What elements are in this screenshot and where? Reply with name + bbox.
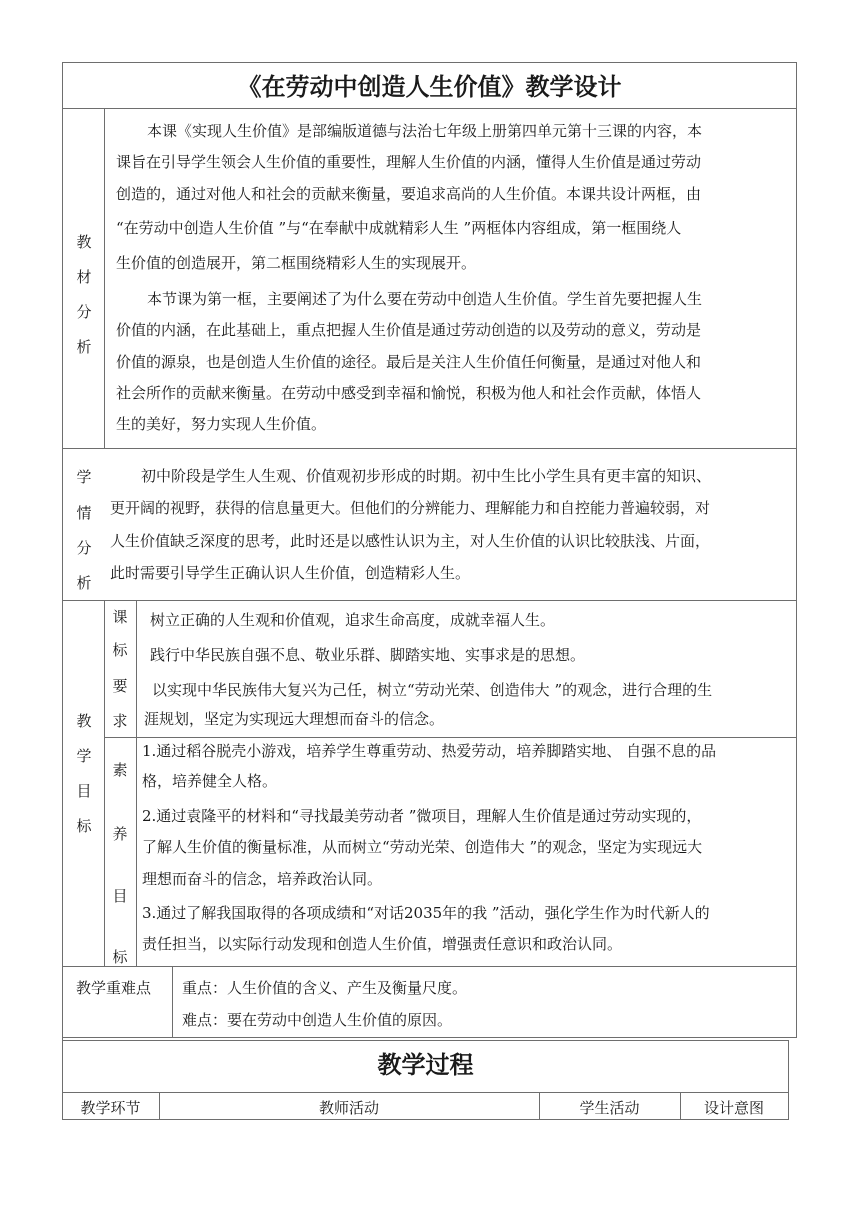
paragraph-line: 本课《实现人生价值》是部编版道德与法治七年级上册第四单元第十三课的内容，本 <box>147 122 703 140</box>
paragraph-line: 涯规划，坚定为实现远大理想而奋斗的信念。 <box>144 710 445 728</box>
zhongnan-label: 教学重难点 <box>76 979 152 997</box>
row-divider <box>62 108 797 109</box>
table-border-top <box>62 62 797 63</box>
process-title: 教学过程 <box>377 1051 474 1079</box>
paragraph-line: 初中阶段是学生人生观、价值观初步形成的时期。初中生比小学生具有更丰富的知识、 <box>141 467 712 485</box>
paragraph-line: 3.通过了解我国取得的各项成绩和“对话2035年的我 ”活动，强化学生作为时代新人的 <box>142 904 710 922</box>
paragraph-line: 1.通过稻谷脱壳小游戏，培养学生尊重劳动、热爱劳动，培养脚踏实地、 自强不息的品 <box>142 742 717 760</box>
table-border-left <box>62 62 63 1038</box>
paragraph-line: 理想而奋斗的信念，培养政治认同。 <box>142 870 383 888</box>
header-design-intent: 设计意图 <box>703 1099 764 1117</box>
row-divider <box>62 448 797 449</box>
process-border-top <box>62 1040 789 1041</box>
paragraph-line: 此时需要引导学生正确认识人生价值，创造精彩人生。 <box>110 564 471 582</box>
paragraph-line: 价值的源泉，也是创造人生价值的途径。最后是关注人生价值任何衡量，是通过对他人和 <box>116 353 702 371</box>
paragraph-line: 本节课为第一框，主要阐述了为什么要在劳动中创造人生价值。学生首先要把握人生 <box>147 290 703 308</box>
paragraph-line: 生价值的创造展开，第二框围绕精彩人生的实现展开。 <box>116 254 477 272</box>
paragraph-line: 价值的内涵，在此基础上，重点把握人生价值是通过劳动创造的以及劳动的意义，劳动是 <box>116 321 702 339</box>
paragraph-line: 人生价值缺乏深度的思考，此时还是以感性认识为主，对人生价值的认识比较肤浅、片面， <box>110 532 711 550</box>
row-divider <box>62 600 797 601</box>
col-divider <box>104 108 105 448</box>
header-teaching-step: 教学环节 <box>80 1099 141 1117</box>
table-border-right <box>796 62 797 1038</box>
row-divider <box>104 737 797 738</box>
header-teacher-activity: 教师活动 <box>318 1099 379 1117</box>
paragraph-line: 格，培养健全人格。 <box>142 772 278 790</box>
paragraph-line: “在劳动中创造人生价值 ”与“在奉献中成就精彩人生 ”两框体内容组成，第一框围绕人 <box>116 219 682 237</box>
paragraph-line: 践行中华民族自强不息、敬业乐群、脚踏实地、实事求是的思想。 <box>150 646 586 664</box>
paragraph-line: 以实现中华民族伟大复兴为己任，树立“劳动光荣、创造伟大 ”的观念，进行合理的生 <box>152 681 713 699</box>
document-title: 《在劳动中创造人生价值》教学设计 <box>237 73 622 101</box>
paragraph-line: 树立正确的人生观和价值观，追求生命高度，成就幸福人生。 <box>150 611 556 629</box>
paragraph-line: 更开阔的视野，获得的信息量更大。但他们的分辨能力、理解能力和自控能力普遍较弱，对 <box>110 499 711 517</box>
paragraph-line: 了解人生价值的衡量标准，从而树立“劳动光荣、创造伟大 ”的观念，坚定为实现远大 <box>142 838 703 856</box>
header-student-activity: 学生活动 <box>579 1099 640 1117</box>
col-divider <box>136 600 137 966</box>
paragraph-line: 生的美好，努力实现人生价值。 <box>116 415 327 433</box>
paragraph-line: 创造的，通过对他人和社会的贡献来衡量，要追求高尚的人生价值。本课共设计两框，由 <box>116 185 702 203</box>
paragraph-line: 责任担当，以实际行动发现和创造人生价值，增强责任意识和政治认同。 <box>142 935 623 953</box>
paragraph-line: 社会所作的贡献来衡量。在劳动中感受到幸福和愉悦，积极为他人和社会作贡献，体悟人 <box>116 384 702 402</box>
paragraph-line: 课旨在引导学生领会人生价值的重要性，理解人生价值的内涵，懂得人生价值是通过劳动 <box>116 153 702 171</box>
col-divider <box>172 966 173 1037</box>
col-divider <box>104 600 105 966</box>
paragraph-line: 2.通过袁隆平的材料和“寻找最美劳动者 ”微项目，理解人生价值是通过劳动实现的， <box>142 807 702 825</box>
key-point: 重点：人生价值的含义、产生及衡量尺度。 <box>182 979 468 997</box>
table-border-bottom <box>62 1037 797 1038</box>
difficult-point: 难点：要在劳动中创造人生价值的原因。 <box>182 1011 453 1029</box>
